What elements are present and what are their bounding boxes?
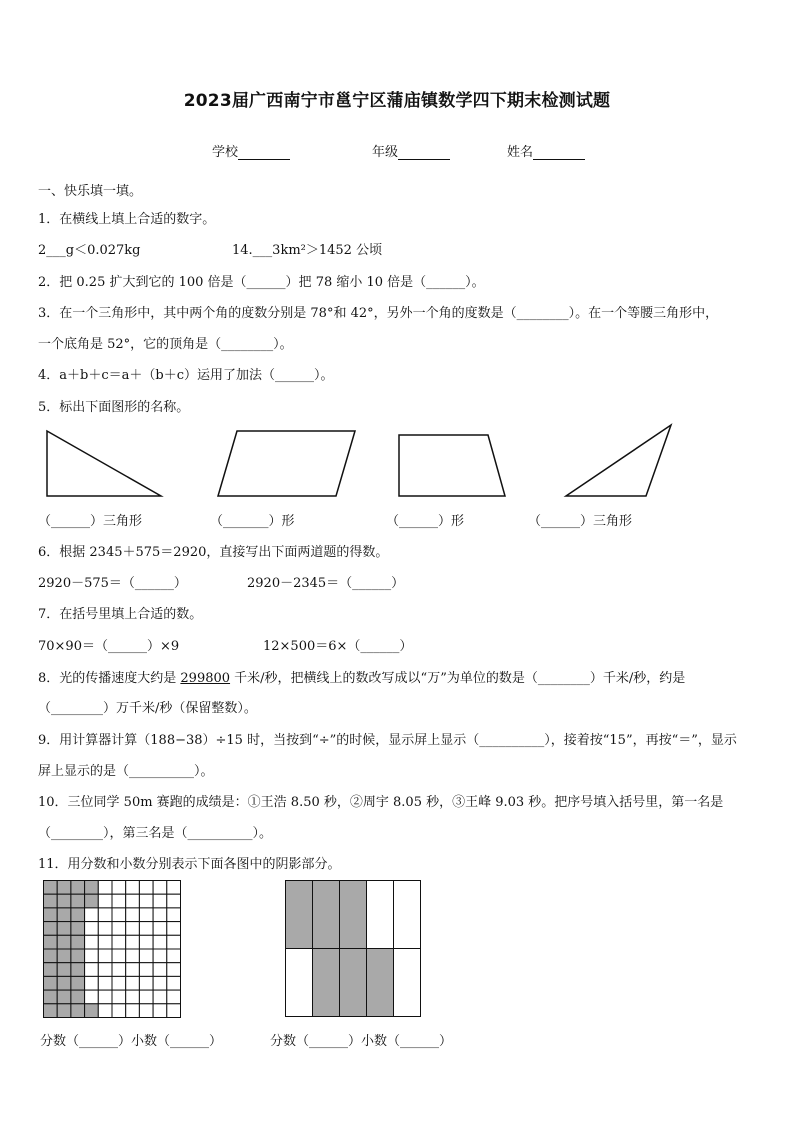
- grid-cell: [44, 894, 58, 908]
- grid-cell: [394, 949, 421, 1017]
- grid-cell: [44, 990, 58, 1004]
- grid-cell: [126, 976, 140, 990]
- obtuse-triangle-shape: [566, 425, 671, 496]
- grid-cell: [167, 976, 181, 990]
- q5-label-2: （_______）形: [210, 514, 295, 529]
- grid-cell: [57, 949, 71, 963]
- grid-cell: [153, 908, 167, 922]
- grid-cell: [57, 922, 71, 936]
- q4-text: 4．a＋b＋c＝a＋（b＋c）运用了加法（______）。: [38, 368, 334, 383]
- grid-cell: [139, 894, 153, 908]
- grid-cell: [126, 1004, 140, 1018]
- grid-cell: [71, 990, 85, 1004]
- q10-line2: （________），第三名是（__________）。: [38, 826, 273, 841]
- grid-cell: [98, 922, 112, 936]
- grid-cell: [44, 881, 58, 895]
- grid-cell: [153, 963, 167, 977]
- q7-a: 70×90＝（______）×9: [38, 639, 180, 654]
- grid-cell: [85, 935, 99, 949]
- grid-cell: [57, 935, 71, 949]
- q10-line1: 10．三位同学 50m 赛跑的成绩是：①王浩 8.50 秒，②周宇 8.05 秒，③王峰 9.03 秒。把序号填入括号里，第一名是: [38, 795, 724, 810]
- grid-cell: [85, 949, 99, 963]
- grid-cell: [367, 949, 394, 1017]
- grid-cell: [167, 963, 181, 977]
- q11-grid-10: [285, 880, 421, 1017]
- grid-cell: [71, 976, 85, 990]
- grid-cell: [112, 949, 126, 963]
- grid-cell: [71, 963, 85, 977]
- name-blank[interactable]: [533, 145, 585, 160]
- grid-cell: [112, 922, 126, 936]
- grid-cell: [167, 881, 181, 895]
- grid-cell: [57, 976, 71, 990]
- grid-cell: [126, 881, 140, 895]
- grid-cell: [71, 935, 85, 949]
- grid-cell: [85, 908, 99, 922]
- grid-cell: [139, 881, 153, 895]
- grid-cell: [71, 1004, 85, 1018]
- grid-cell: [71, 908, 85, 922]
- grid-cell: [98, 963, 112, 977]
- q6-b: 2920－2345＝（______）: [247, 576, 405, 591]
- grid-cell: [44, 1004, 58, 1018]
- grid-cell: [153, 881, 167, 895]
- grid-cell: [85, 990, 99, 1004]
- grid-cell: [139, 990, 153, 1004]
- grid-cell: [139, 935, 153, 949]
- grid-cell: [167, 949, 181, 963]
- school-label: 学校: [212, 145, 239, 160]
- grid-cell: [98, 990, 112, 1004]
- q11-text: 11．用分数和小数分别表示下面各图中的阴影部分。: [38, 857, 341, 872]
- school-field[interactable]: [212, 141, 290, 160]
- grid-cell: [139, 922, 153, 936]
- grid-cell: [313, 881, 340, 949]
- grid-cell: [153, 1004, 167, 1018]
- grid-cell: [57, 881, 71, 895]
- grid-cell: [167, 990, 181, 1004]
- grid-cell: [340, 881, 367, 949]
- grid-cell: [153, 935, 167, 949]
- grid-cell: [44, 963, 58, 977]
- grid-cell: [167, 908, 181, 922]
- grid-cell: [153, 990, 167, 1004]
- grid-cell: [286, 881, 313, 949]
- grid-cell: [167, 1004, 181, 1018]
- grid-cell: [57, 990, 71, 1004]
- grid-cell: [98, 976, 112, 990]
- q1-b: 14.___3km²＞1452 公顷: [232, 243, 383, 258]
- q8-number: 299800: [180, 671, 231, 686]
- grid-cell: [98, 949, 112, 963]
- grid-cell: [126, 922, 140, 936]
- q5-label-1: （______）三角形: [38, 514, 143, 529]
- grid-cell: [126, 990, 140, 1004]
- q5-label-3: （______）形: [386, 514, 465, 529]
- grid-cell: [126, 963, 140, 977]
- grid-cell: [112, 894, 126, 908]
- grid-cell: [126, 894, 140, 908]
- grid-cell: [139, 963, 153, 977]
- grid-cell: [167, 922, 181, 936]
- grid-cell: [98, 935, 112, 949]
- grid-cell: [153, 976, 167, 990]
- grid-cell: [394, 881, 421, 949]
- grid-cell: [85, 881, 99, 895]
- grid-cell: [340, 949, 367, 1017]
- grid-cell: [153, 922, 167, 936]
- grid-cell: [286, 949, 313, 1017]
- right-triangle-shape: [47, 431, 161, 496]
- grid-cell: [85, 894, 99, 908]
- grid-cell: [57, 894, 71, 908]
- q1-a: 2___g＜0.027kg: [38, 243, 141, 258]
- q8-post: 千米/秒，把横线上的数改写成以“万”为单位的数是（________）千米/秒，约是: [230, 671, 686, 686]
- grid-cell: [44, 908, 58, 922]
- grid-cell: [153, 894, 167, 908]
- grid-cell: [153, 949, 167, 963]
- grid-cell: [44, 976, 58, 990]
- grid-cell: [71, 949, 85, 963]
- q8-pre: 8．光的传播速度大约是: [38, 671, 181, 686]
- grid-cell: [167, 935, 181, 949]
- grid-cell: [57, 963, 71, 977]
- section-heading: 一、快乐填一填。: [38, 184, 143, 199]
- q5-label-4: （______）三角形: [528, 514, 633, 529]
- grid-cell: [98, 1004, 112, 1018]
- grid-cell: [112, 881, 126, 895]
- page-title: 2023届广西南宁市邕宁区蒲庙镇数学四下期末检测试题: [183, 91, 611, 111]
- grid-cell: [85, 1004, 99, 1018]
- grid-cell: [71, 922, 85, 936]
- q3-line1: 3．在一个三角形中，其中两个角的度数分别是 78°和 42°，另外一个角的度数是（________）。在一个等腰三角形中，: [38, 306, 719, 321]
- grid-cell: [57, 1004, 71, 1018]
- grid-cell: [98, 908, 112, 922]
- grade-label: 年级: [372, 145, 399, 160]
- q9-line1: 9．用计算器计算（188−38）÷15 时，当按到“÷”的时候，显示屏上显示（__________），接着按“15”，再按“＝”，显示: [38, 733, 737, 748]
- grid-cell: [313, 949, 340, 1017]
- grade-blank[interactable]: [398, 145, 450, 160]
- q6-text: 6．根据 2345＋575＝2920，直接写出下面两道题的得数。: [38, 545, 389, 560]
- q8-line2: （________）万千米/秒（保留整数）。: [38, 701, 257, 716]
- grade-field[interactable]: [372, 141, 450, 160]
- grid-cell: [112, 963, 126, 977]
- grid-cell: [44, 935, 58, 949]
- q8-line1: [38, 667, 685, 686]
- grid-cell: [112, 990, 126, 1004]
- grid-cell: [98, 881, 112, 895]
- q6-a: 2920－575＝（______）: [38, 576, 187, 591]
- q2-text: 2．把 0.25 扩大到它的 100 倍是（______）把 78 缩小 10 倍是（______）。: [38, 275, 485, 290]
- grid-cell: [85, 963, 99, 977]
- grid-cell: [139, 976, 153, 990]
- parallelogram-shape: [218, 431, 355, 496]
- grid-cell: [126, 935, 140, 949]
- grid-cell: [71, 881, 85, 895]
- grid-cell: [71, 894, 85, 908]
- name-label: 姓名: [507, 145, 534, 160]
- grid-cell: [112, 1004, 126, 1018]
- grid-cell: [44, 922, 58, 936]
- q7-text: 7．在括号里填上合适的数。: [38, 607, 203, 622]
- grid-cell: [57, 908, 71, 922]
- q11-label-b: 分数（______）小数（______）: [270, 1034, 453, 1049]
- q5-text: 5．标出下面图形的名称。: [38, 400, 190, 415]
- q5-shapes: [0, 420, 794, 520]
- q11-grid-100: [43, 880, 183, 1020]
- grid-cell: [126, 949, 140, 963]
- name-field[interactable]: [507, 141, 585, 160]
- grid-cell: [112, 908, 126, 922]
- q11-label-a: 分数（______）小数（______）: [40, 1034, 223, 1049]
- grid-cell: [126, 908, 140, 922]
- grid-cell: [139, 908, 153, 922]
- grid-cell: [44, 949, 58, 963]
- grid-cell: [139, 949, 153, 963]
- grid-cell: [167, 894, 181, 908]
- grid-cell: [367, 881, 394, 949]
- grid-cell: [98, 894, 112, 908]
- school-blank[interactable]: [238, 145, 290, 160]
- trapezoid-shape: [399, 435, 505, 496]
- q3-line2: 一个底角是 52°，它的顶角是（________）。: [38, 337, 293, 352]
- q9-line2: 屏上显示的是（__________）。: [38, 764, 214, 779]
- grid-cell: [112, 935, 126, 949]
- grid-cell: [85, 922, 99, 936]
- grid-cell: [112, 976, 126, 990]
- grid-cell: [139, 1004, 153, 1018]
- q7-b: 12×500＝6×（______）: [263, 639, 413, 654]
- grid-cell: [85, 976, 99, 990]
- q1-text: 1．在横线上填上合适的数字。: [38, 212, 216, 227]
